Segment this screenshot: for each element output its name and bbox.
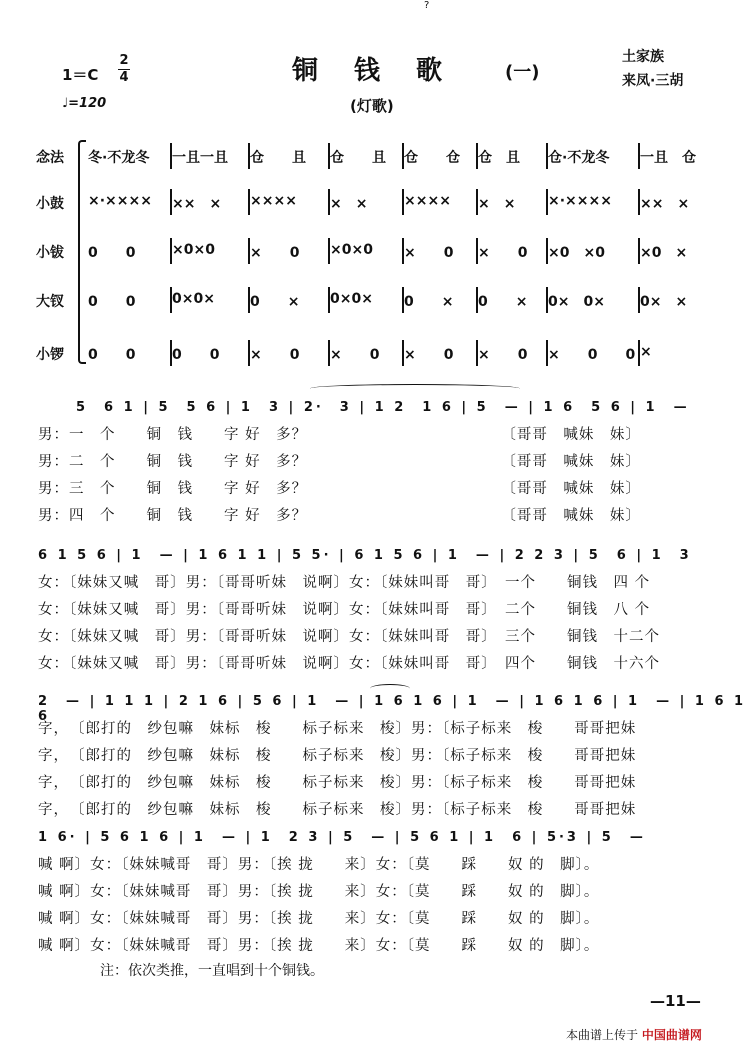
lyric-line: 字， 〔郎打的 纱包嘛 妹标 梭 标子标来 梭〕男：〔标子标来 梭 哥哥把妹 xyxy=(38,721,637,737)
credit-source: 来凤·三胡 xyxy=(622,73,684,89)
bar-line xyxy=(328,143,330,169)
percussion-measure: × 0 xyxy=(250,245,300,261)
bar-line xyxy=(546,340,548,366)
bar-line xyxy=(638,238,640,264)
bar-line xyxy=(476,238,478,264)
percussion-measure: × 0 xyxy=(250,347,300,363)
percussion-measure: 0 × xyxy=(478,294,528,310)
bar-line xyxy=(170,238,172,264)
percussion-measure: × × xyxy=(478,196,516,212)
lyric-line: 女：〔妹妹又喊 哥〕男：〔哥哥听妹 说啊〕女：〔妹妹叫哥 哥〕 三个 铜钱 十二个 xyxy=(38,629,660,645)
percussion-measure: ×××× xyxy=(250,193,297,209)
bar-line xyxy=(638,340,640,366)
percussion-measure: 一且一且 xyxy=(172,150,228,166)
percussion-measure: × 0 xyxy=(404,245,454,261)
bar-line xyxy=(170,143,172,169)
bar-line xyxy=(170,287,172,313)
instrument-label: 小钹 xyxy=(36,245,64,261)
percussion-measure: × × xyxy=(330,196,368,212)
instrument-label: 大钗 xyxy=(36,294,64,310)
bar-line xyxy=(402,238,404,264)
percussion-measure: × 0 xyxy=(404,347,454,363)
slur-mark xyxy=(370,684,410,693)
percussion-measure: 仓·不龙冬 xyxy=(548,150,610,166)
lyric-line: 女：〔妹妹又喊 哥〕男：〔哥哥听妹 说啊〕女：〔妹妹叫哥 哥〕 一个 铜钱 四 个 xyxy=(38,575,651,591)
bar-line xyxy=(248,238,250,264)
bar-line xyxy=(328,287,330,313)
lyric-line: 男：三 个 铜 钱 字 好 多？ 〔哥哥 喊妹 妹〕 xyxy=(38,481,641,497)
percussion-measure: 0 × xyxy=(404,294,454,310)
page-number: —11— xyxy=(650,992,701,1010)
percussion-measure: ×× × xyxy=(172,196,222,212)
percussion-measure: ×·×××× xyxy=(88,193,152,209)
percussion-measure: 0 0 xyxy=(88,347,136,363)
percussion-measure: ×0 ×0 xyxy=(548,245,605,261)
jianpu-notation-line: 2 — | 1 1 1 | 2 1 6 | 5 6 | 1 — | 1 6 1 6 | 1 — | 1 6 1 6 | 1 — | 1 6 1 6 xyxy=(38,694,747,724)
percussion-measure: 0× 0× xyxy=(548,294,605,310)
percussion-measure: 0 × xyxy=(250,294,300,310)
bar-line xyxy=(546,189,548,215)
bar-line xyxy=(476,287,478,313)
percussion-measure: 一且 仓 xyxy=(640,150,696,166)
bar-line xyxy=(248,287,250,313)
percussion-measure: ×0×0 xyxy=(330,242,373,258)
time-signature xyxy=(118,54,130,85)
percussion-measure: 仓 且 xyxy=(250,150,306,166)
song-subtitle: (灯歌) xyxy=(350,97,394,115)
percussion-measure: × 0 xyxy=(478,245,528,261)
credit-ethnicity: 土家族 xyxy=(622,49,664,65)
percussion-measure: × xyxy=(640,344,652,360)
jianpu-notation-line: 6 1 5 6 | 1 — | 1 6 1 1 | 5 5· | 6 1 5 6 | 1 — | 2 2 3 | 5 6 | 1 3 xyxy=(38,548,692,563)
bar-line xyxy=(638,143,640,169)
percussion-measure: 0×0× xyxy=(330,291,373,307)
percussion-measure: × 0 0 xyxy=(548,347,636,363)
lyric-line: 喊 啊〕女：〔妹妹喊哥 哥〕男：〔挨 拢 来〕女：〔莫 踩 奴 的 脚〕。 xyxy=(38,911,600,927)
percussion-measure: ×·×××× xyxy=(548,193,612,209)
bar-line xyxy=(638,189,640,215)
tempo-mark: ♩=120 xyxy=(62,96,107,111)
instrument-label: 小锣 xyxy=(36,347,64,363)
lyric-line: 女：〔妹妹又喊 哥〕男：〔哥哥听妹 说啊〕女：〔妹妹叫哥 哥〕 二个 铜钱 八 个 xyxy=(38,602,651,618)
bar-line xyxy=(248,143,250,169)
percussion-measure: 0× × xyxy=(640,294,688,310)
slur-mark xyxy=(310,384,520,393)
bar-line xyxy=(248,189,250,215)
key-signature: 1＝C xyxy=(62,66,99,84)
lyric-line: 字， 〔郎打的 纱包嘛 妹标 梭 标子标来 梭〕男：〔标子标来 梭 哥哥把妹 xyxy=(38,802,637,818)
bar-line xyxy=(402,189,404,215)
instrument-label: 念法 xyxy=(36,150,64,166)
bar-line xyxy=(546,143,548,169)
percussion-measure: 仓 且 xyxy=(478,150,520,166)
bar-line xyxy=(546,238,548,264)
percussion-measure: ×0×0 xyxy=(172,242,215,258)
percussion-measure: ×× × xyxy=(640,196,690,212)
song-title: 铜钱歌 xyxy=(292,56,479,86)
percussion-measure: 0×0× xyxy=(172,291,215,307)
percussion-measure: 0 0 xyxy=(172,347,220,363)
percussion-measure: × 0 xyxy=(330,347,380,363)
footnote: 注：依次类推，一直唱到十个铜钱。 xyxy=(100,963,324,979)
bar-line xyxy=(170,340,172,366)
lyric-line: 男：一 个 铜 钱 字 好 多？ 〔哥哥 喊妹 妹〕 xyxy=(38,427,641,443)
bar-line xyxy=(248,340,250,366)
percussion-measure: 0 0 xyxy=(88,245,136,261)
bar-line xyxy=(328,340,330,366)
footer-prefix: 本曲谱上传于 xyxy=(566,1028,639,1042)
bar-line xyxy=(476,340,478,366)
jianpu-notation-line: 1 6· | 5 6 1 6 | 1 — | 1 2 3 | 5 — | 5 6 1 | 1 6 | 5·3 | 5 — xyxy=(38,830,646,845)
lyric-line: 男：二 个 铜 钱 字 好 多？ 〔哥哥 喊妹 妹〕 xyxy=(38,454,641,470)
source-footer xyxy=(566,1026,702,1043)
percussion-measure: ×0 × xyxy=(640,245,688,261)
score-bracket xyxy=(78,140,86,364)
bar-line xyxy=(476,143,478,169)
lyric-line: 字， 〔郎打的 纱包嘛 妹标 梭 标子标来 梭〕男：〔标子标来 梭 哥哥把妹 xyxy=(38,748,637,764)
lyric-line: 喊 啊〕女：〔妹妹喊哥 哥〕男：〔挨 拢 来〕女：〔莫 踩 奴 的 脚〕。 xyxy=(38,884,600,900)
bar-line xyxy=(328,238,330,264)
instrument-label: 小鼓 xyxy=(36,196,64,212)
bar-line xyxy=(170,189,172,215)
footer-brand: 中国曲谱网 xyxy=(641,1028,702,1042)
bar-line xyxy=(402,340,404,366)
bar-line xyxy=(402,287,404,313)
bar-line xyxy=(638,287,640,313)
percussion-measure: 仓 且 xyxy=(330,150,386,166)
jianpu-notation-line: 5 6 1 | 5 5 6 | 1 3 | 2· 3 | 1 2 1 6 | 5 — | 1 6 5 6 | 1 — xyxy=(76,400,690,415)
percussion-measure: 0 0 xyxy=(88,294,136,310)
bar-line xyxy=(328,189,330,215)
lyric-line: 字， 〔郎打的 纱包嘛 妹标 梭 标子标来 梭〕男：〔标子标来 梭 哥哥把妹 xyxy=(38,775,637,791)
bar-line xyxy=(402,143,404,169)
lyric-line: 男：四 个 铜 钱 字 好 多？ 〔哥哥 喊妹 妹〕 xyxy=(38,508,641,524)
bar-line xyxy=(546,287,548,313)
song-title-suffix: (一) xyxy=(505,62,540,83)
percussion-measure: ×××× xyxy=(404,193,451,209)
percussion-measure: × 0 xyxy=(478,347,528,363)
lyric-line: 女：〔妹妹又喊 哥〕男：〔哥哥听妹 说啊〕女：〔妹妹叫哥 哥〕 四个 铜钱 十六个 xyxy=(38,656,660,672)
meter-bottom: 4 xyxy=(119,70,129,85)
percussion-measure: 仓 仓 xyxy=(404,150,460,166)
meter-top: 2 xyxy=(119,53,129,68)
percussion-measure: 冬·不龙冬 xyxy=(88,150,150,166)
bar-line xyxy=(476,189,478,215)
lyric-line: 喊 啊〕女：〔妹妹喊哥 哥〕男：〔挨 拢 来〕女：〔莫 踩 奴 的 脚〕。 xyxy=(38,857,600,873)
top-mark: ? xyxy=(424,0,430,11)
lyric-line: 喊 啊〕女：〔妹妹喊哥 哥〕男：〔挨 拢 来〕女：〔莫 踩 奴 的 脚〕。 xyxy=(38,938,600,954)
